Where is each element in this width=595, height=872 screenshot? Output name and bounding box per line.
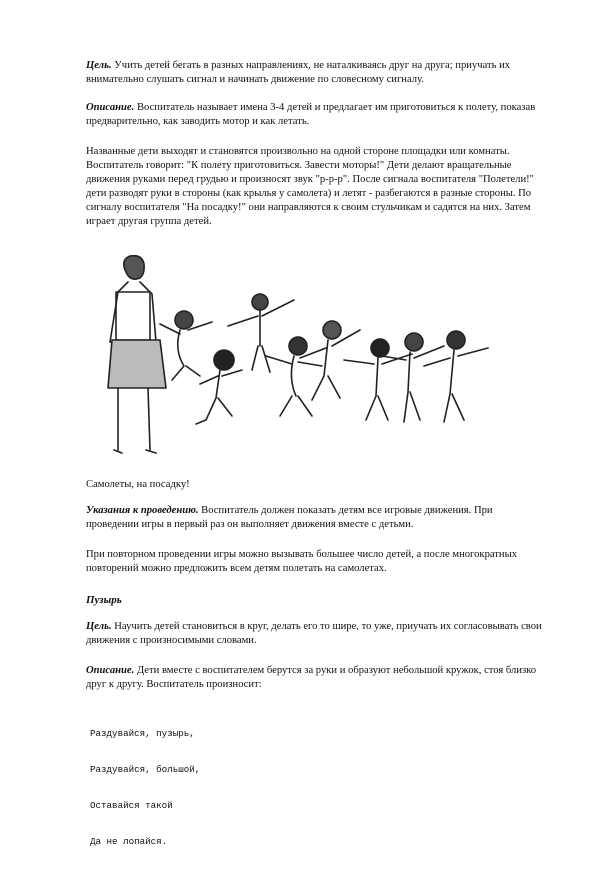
description-paragraph-1 xyxy=(86,101,548,129)
children-airplane-game-illustration xyxy=(88,250,553,470)
game-procedure-paragraph: Названные дети выходят и становятся произвольно на одной стороне площадки или комнаты. Воспитатель говорит: "К полету приготовиться. Завести моторы!" Дети делают вращательные движения руками перед грудью и произносят звук "р-р-р". После сигнала воспитателя "Полетели!" дети разводят руки в стороны (как крылья у самолета) и летят - разбегаются в разные стороны. По сигналу воспитателя "На посадку!" они направляются к своим стульчикам и садятся на них. Затем играет другая группа детей. xyxy=(86,146,534,227)
child-figure-3 xyxy=(228,294,294,372)
repeat-play-paragraph: При повторном проведении игры можно вызывать большее число детей, а после многократных повторений можно предложить всем детям полетать на самолетах. xyxy=(86,549,518,574)
game-heading-bubble: Пузырь xyxy=(86,594,122,606)
rhyme-line: Раздувайся, пузырь, xyxy=(90,728,195,739)
description-paragraph-2 xyxy=(86,664,548,692)
rhyme-line: Да не лопайся. xyxy=(90,836,168,847)
goal-lead-2: Цель. xyxy=(86,621,112,632)
teacher-figure xyxy=(108,256,166,453)
description-text-1: Воспитатель называет имена 3-4 детей и предлагает им приготовиться к полету, показав предварительно, как заводить мотор и как летать. xyxy=(86,102,536,127)
rhyme-line: Раздувайся, большой, xyxy=(90,764,201,775)
child-figure-7 xyxy=(382,333,444,422)
child-figure-4 xyxy=(266,337,322,416)
description-lead-1: Описание. xyxy=(86,102,135,113)
instructions-lead: Указания к проведению. xyxy=(86,505,199,516)
instructions-paragraph xyxy=(86,504,548,532)
child-figure-8 xyxy=(424,331,488,422)
child-figure-6 xyxy=(344,339,412,420)
child-figure-2 xyxy=(196,350,242,424)
rhyme-block xyxy=(90,704,200,872)
description-text-2: Дети вместе с воспитателем берутся за руки и образуют небольшой кружок, стоя близко друг к другу. Воспитатель произносит: xyxy=(86,665,537,690)
rhyme-line: Оставайся такой xyxy=(90,800,173,811)
description-lead-2: Описание. xyxy=(86,665,135,676)
goal-paragraph-2 xyxy=(86,620,548,648)
instructions-text: Воспитатель должен показать детям все игровые движения. При проведении игры в первый раз он выполняет движения вместе с детьми. xyxy=(86,505,493,530)
goal-lead-1: Цель. xyxy=(86,60,112,71)
illustration-caption: Самолеты, на посадку! xyxy=(86,479,190,490)
goal-text-1: Учить детей бегать в разных направлениях, не наталкиваясь друг на друга; приучать их внимательно слушать сигнал и начинать движение по словесному сигналу. xyxy=(86,60,511,85)
child-figure-1 xyxy=(160,311,212,380)
goal-text-2: Научить детей становиться в круг, делать его то шире, то уже, приучать их согласовывать свои движения с произносимыми словами. xyxy=(86,621,542,646)
goal-paragraph-1 xyxy=(86,59,548,87)
